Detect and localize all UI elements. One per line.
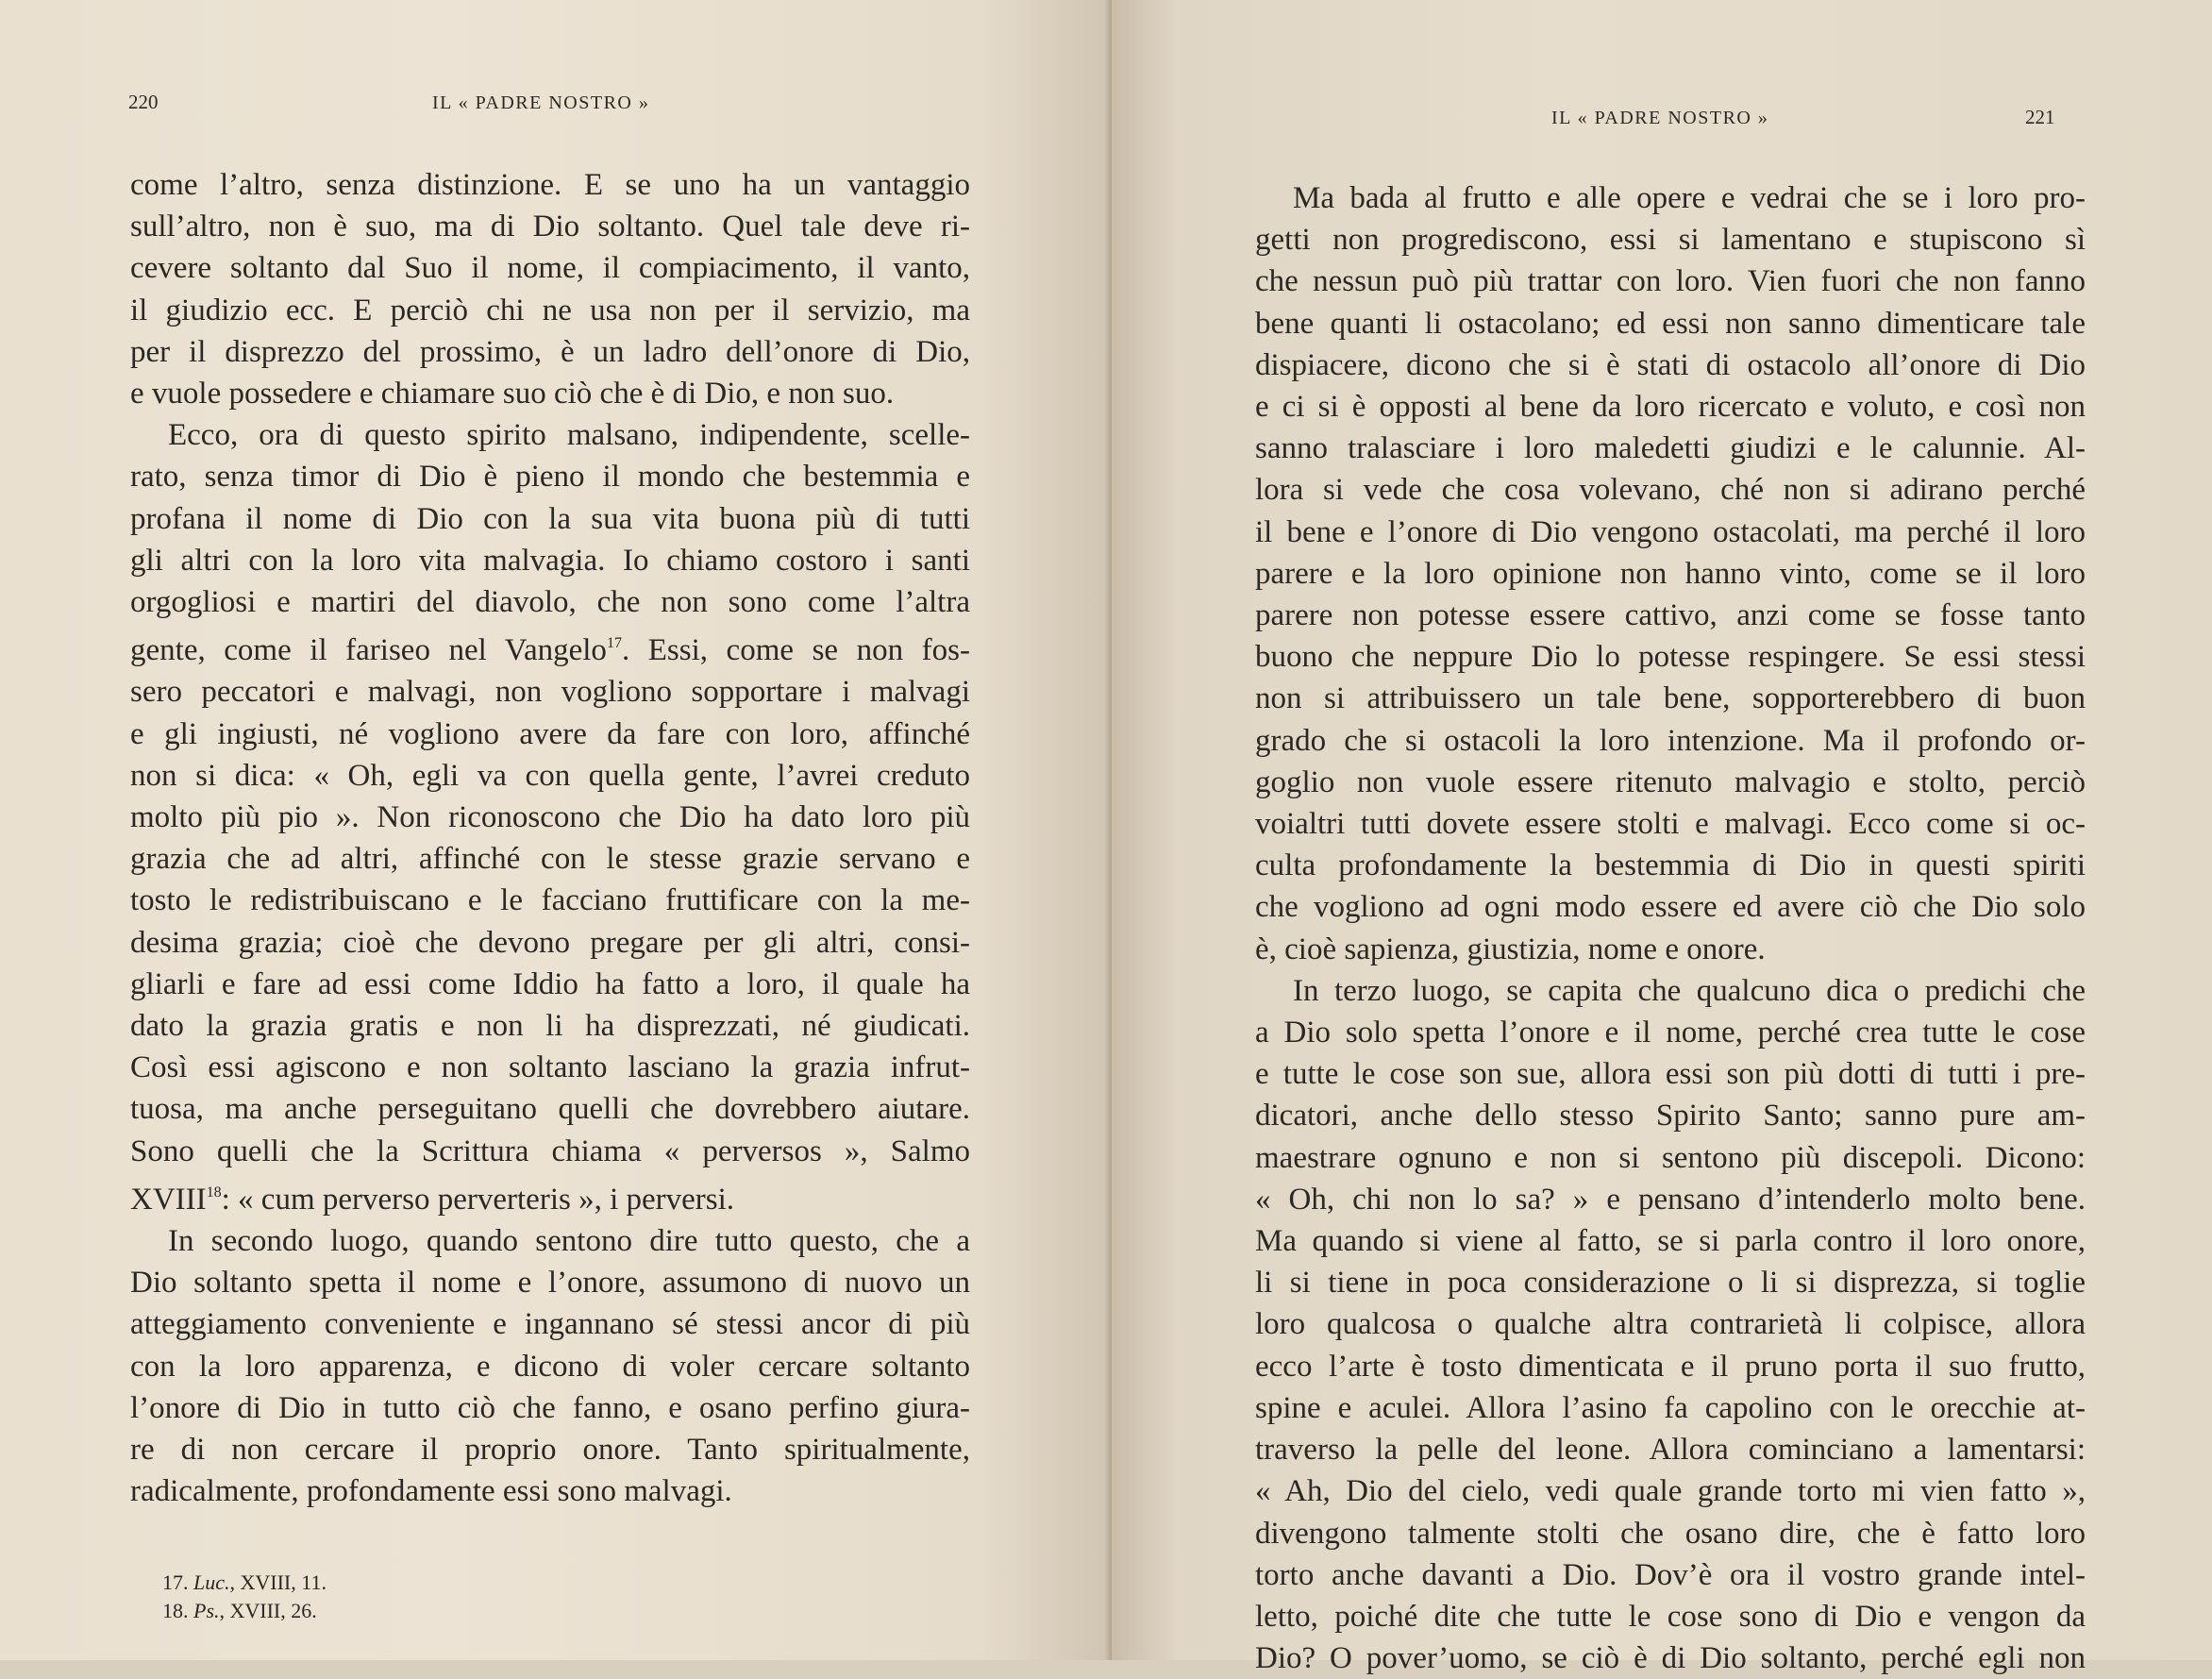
text-line: Ma bada al frutto e alle opere e vedrai che se i loro pro- [1293, 181, 2086, 215]
text-line: profana il nome di Dio con la sua vita buona più di tutti [130, 501, 970, 536]
right-running-title: IL « PADRE NOSTRO » [1551, 108, 1769, 128]
text-line: letto, poiché dite che tutte le cose sono di Dio e vengon da [1255, 1599, 2086, 1634]
text-line: e gli ingiusti, né vogliono avere da fare con loro, affinché [130, 716, 970, 751]
footnote-number: 18. [162, 1599, 189, 1622]
text-line: buono che neppure Dio lo potesse respingere. Se essi stessi [1255, 640, 2086, 675]
text-line: bene quanti li ostacolano; ed essi non sanno dimenticare tale [1255, 306, 2086, 341]
text-line: lora si vede che cosa volevano, ché non si adirano perché [1255, 473, 2086, 508]
text-line: Dio soltanto spetta il nome e l’onore, assumono di nuovo un [130, 1266, 970, 1301]
text-line: spine e aculei. Allora l’asino fa capolino con le orecchie at- [1255, 1390, 2086, 1425]
text-line: e vuole possedere e chiamare suo ciò che è di Dio, e non suo. [130, 377, 895, 411]
text-line: a Dio solo spetta l’onore e il nome, perché crea tutte le cose [1255, 1016, 2086, 1050]
text-fragment: XVIII [130, 1182, 207, 1217]
right-running-head [1551, 106, 2118, 134]
text-line: « Ah, Dio del cielo, vedi quale grande torto mi vien fatto », [1255, 1474, 2086, 1509]
text-line: grazia che ad altri, affinché con le stesse grazie servano e [130, 842, 970, 877]
text-line: sull’altro, non è suo, ma di Dio soltanto. Quel tale deve ri- [130, 210, 970, 244]
footnote-source: Ps. [193, 1599, 220, 1622]
text-line: il bene e l’onore di Dio vengono ostacolati, ma perché il loro [1255, 514, 2086, 549]
text-line: dicatori, anche dello stesso Spirito Santo; sanno pure am- [1255, 1099, 2086, 1133]
text-line: come l’altro, senza distinzione. E se uno ha un vantaggio [130, 168, 970, 202]
footnotes [162, 1569, 729, 1625]
text-line: li si tiene in poca considerazione o li si disprezza, si toglie [1255, 1266, 2086, 1301]
text-line: tuosa, ma anche perseguitano quelli che dovrebbero aiutare. [130, 1092, 970, 1127]
text-line: parere non potesse essere cattivo, anzi come se fosse tanto [1255, 598, 2086, 633]
text-line-with-footnote [130, 1172, 970, 1220]
text-line: In secondo luogo, quando sentono dire tutto questo, che a [168, 1224, 970, 1259]
left-body-text [130, 164, 970, 1513]
right-page [1112, 0, 2212, 1676]
text-line: Ecco, ora di questo spirito malsano, indipendente, scelle- [168, 418, 970, 453]
text-line: voialtri tutti dovete essere stolti e malvagi. Ecco come si oc- [1255, 807, 2086, 842]
text-line-with-footnote [130, 623, 970, 671]
text-line: Dio? O pover’uomo, se ciò è di Dio soltanto, perché egli non [1255, 1641, 2086, 1676]
footnote-17 [162, 1569, 729, 1597]
text-line: che nessun può più trattar con loro. Vien fuori che non fanno [1255, 264, 2086, 299]
text-line: sanno tralasciare i loro maledetti giudizi e le calunnie. Al- [1255, 431, 2086, 466]
text-line: getti non progrediscono, essi si lamentano e stupiscono sì [1255, 223, 2086, 258]
text-line: non si dica: « Oh, egli va con quella gente, l’avrei creduto [130, 758, 970, 793]
text-line: e tutte le cose son sue, allora essi son più dotti di tutti i pre- [1255, 1057, 2086, 1092]
footnote-reference: , XVIII, 26. [219, 1599, 317, 1622]
text-fragment: : « cum perverso perverteris », i perversi. [221, 1182, 735, 1217]
text-line: re di non cercare il proprio onore. Tanto spiritualmente, [130, 1433, 970, 1468]
text-line: Sono quelli che la Scrittura chiama « perversos », Salmo [130, 1133, 970, 1168]
text-line: dato la grazia gratis e non li ha disprezzati, né giudicati. [130, 1009, 970, 1044]
text-line: dispiacere, dicono che si è stati di ostacolo all’onore di Dio [1255, 347, 2086, 382]
text-line: maestrare ognuno e non si sentono più discepoli. Dicono: [1255, 1140, 2086, 1175]
left-page-number: 220 [128, 91, 159, 113]
text-line: tosto le redistribuiscano e le facciano fruttificare con la me- [130, 883, 970, 918]
text-line: per il disprezzo del prossimo, è un ladro dell’onore di Dio, [130, 334, 970, 369]
text-line: cevere soltanto dal Suo il nome, il compiacimento, il vanto, [130, 251, 970, 286]
text-line: il giudizio ecc. E perciò chi ne usa non per il servizio, ma [130, 293, 970, 327]
text-line: con la loro apparenza, e dicono di voler cercare soltanto [130, 1349, 970, 1384]
footnote-ref-17[interactable]: 17 [606, 635, 622, 652]
text-line: gli altri con la loro vita malvagia. Io chiamo costoro i santi [130, 543, 970, 578]
text-line: molto più pio ». Non riconoscono che Dio ha dato loro più [130, 800, 970, 835]
right-body-text [1255, 177, 2086, 1679]
text-line: parere e la loro opinione non hanno vinto, come se il loro [1255, 556, 2086, 591]
left-running-head [128, 91, 657, 119]
text-line: atteggiamento conveniente e ingannano sé stessi ancor di più [130, 1307, 970, 1342]
text-line: e ci si è opposti al bene da loro ricercato e voluto, e così non [1255, 390, 2086, 425]
text-line: non si attribuissero un tale bene, sopporterebbero di buon [1255, 681, 2086, 716]
text-line: radicalmente, profondamente essi sono malvagi. [130, 1474, 732, 1509]
footnote-number: 17. [162, 1570, 189, 1594]
footnote-source: Luc. [193, 1570, 230, 1594]
left-running-title: IL « PADRE NOSTRO » [432, 92, 650, 113]
text-line: l’onore di Dio in tutto ciò che fanno, e osano perfino giura- [130, 1390, 970, 1425]
text-line: loro qualcosa o qualche altra contrarietà li colpisce, allora [1255, 1307, 2086, 1342]
text-line: Ma quando si viene al fatto, se si parla contro il loro onore, [1255, 1224, 2086, 1259]
text-line: che vogliono ad ogni modo essere ed avere ciò che Dio solo [1255, 890, 2086, 925]
text-line: culta profondamente la bestemmia di Dio in questi spiriti [1255, 848, 2086, 883]
text-line: sero peccatori e malvagi, non vogliono sopportare i malvagi [130, 675, 970, 710]
text-line: goglio non vuole essere ritenuto malvagio e stolto, perciò [1255, 764, 2086, 799]
text-line: torto anche davanti a Dio. Dov’è ora il vostro grande intel- [1255, 1557, 2086, 1592]
left-page [0, 0, 1112, 1660]
text-line: Così essi agiscono e non soltanto lasciano la grazia infrut- [130, 1050, 970, 1085]
footnote-18 [162, 1597, 729, 1625]
footnote-reference: , XVIII, 11. [229, 1570, 327, 1594]
right-page-number: 221 [2025, 106, 2055, 128]
text-line: divengono talmente stolti che osano dire, che è fatto loro [1255, 1516, 2086, 1551]
text-line: « Oh, chi non lo sa? » e pensano d’intenderlo molto bene. [1255, 1182, 2086, 1217]
text-fragment: gente, come il fariseo nel Vangelo [130, 633, 607, 668]
text-line: gliarli e fare ad essi come Iddio ha fatto a loro, il quale ha [130, 966, 970, 1001]
text-line: grado che si ostacoli la loro intenzione. Ma il profondo or- [1255, 723, 2086, 758]
text-line: orgogliosi e martiri del diavolo, che non sono come l’altra [130, 585, 970, 620]
text-line: è, cioè sapienza, giustizia, nome e onore. [1255, 932, 1766, 966]
text-line: traverso la pelle del leone. Allora cominciano a lamentarsi: [1255, 1433, 2086, 1468]
text-fragment: . Essi, come se non fos- [621, 633, 970, 668]
text-line: rato, senza timor di Dio è pieno il mondo che bestemmia e [130, 460, 970, 495]
text-line: ecco l’arte è tosto dimenticata e il pruno porta il suo frutto, [1255, 1349, 2086, 1384]
footnote-ref-18[interactable]: 18 [206, 1184, 222, 1200]
text-line: desima grazia; cioè che devono pregare per gli altri, consi- [130, 925, 970, 960]
text-line: In terzo luogo, se capita che qualcuno dica o predichi che [1293, 973, 2086, 1008]
